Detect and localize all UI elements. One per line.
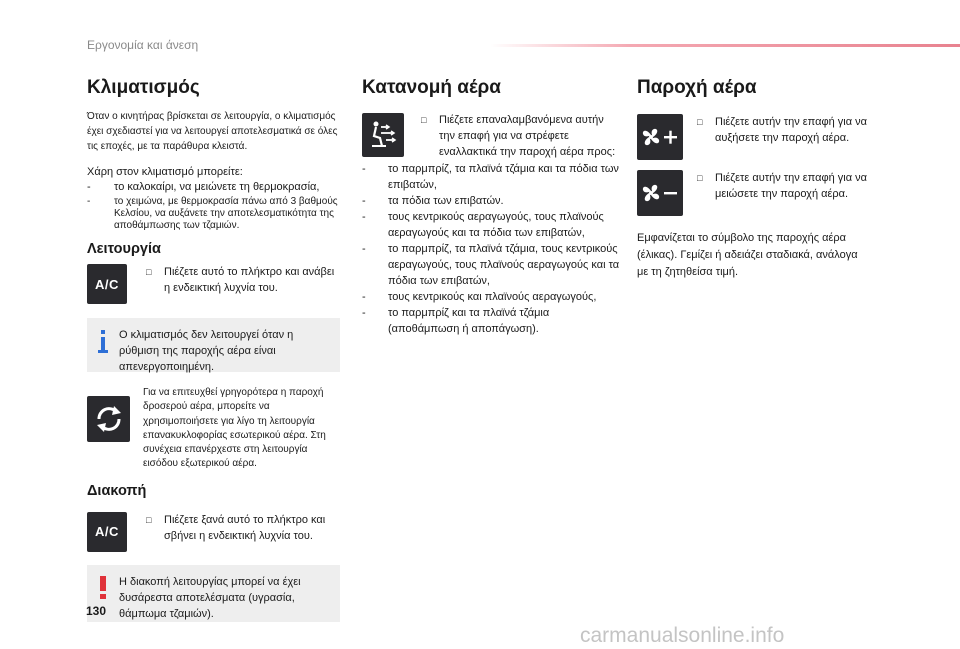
warning-note-text: Η διακοπή λειτουργίας μπορεί να έχει δυσάρεστα αποτελέσματα (υγρασία, θάμπωμα τζαμιών). bbox=[119, 575, 301, 620]
info-note bbox=[87, 318, 340, 372]
operation-text: Πιέζετε αυτό το πλήκτρο και ανάβει η ενδεικτική λυχνία του. bbox=[164, 266, 335, 294]
distribution-list bbox=[362, 161, 620, 337]
info-icon bbox=[98, 330, 108, 354]
warning-note bbox=[87, 565, 340, 622]
ac-button-icon: A/C bbox=[87, 512, 127, 552]
airflow-note: Εμφανίζεται το σύμβολο της παροχής αέρα (έλικας). Γεμίζει ή αδειάζει σταδιακά, ανάλογα με τη ζητηθείσα τιμή. bbox=[637, 232, 858, 278]
operation-text-block bbox=[146, 264, 340, 296]
stop-block bbox=[87, 512, 340, 552]
bullet-marker-icon: □ bbox=[697, 173, 703, 183]
list-item: - το καλοκαίρι, να μειώνετε τη θερμοκρασία, bbox=[87, 180, 340, 194]
climate-title: Κλιματισμός bbox=[87, 77, 200, 98]
climate-intro: Όταν ο κινητήρας βρίσκεται σε λειτουργία, ο κλιματισμός έχει σχεδιαστεί για να λειτουργεί αποτελεσματικά σε όλες τις εποχές, με τα παράθυρα κλειστά. bbox=[87, 111, 338, 152]
recirculation-block bbox=[87, 386, 340, 472]
list-item: - τους κεντρικούς αεραγωγούς, τους πλαϊνούς αεραγωγούς και τα πόδια των επιβατών, bbox=[362, 209, 620, 241]
page-number: 130 bbox=[86, 604, 107, 618]
climate-thanks: Χάρη στον κλιματισμό μπορείτε: bbox=[87, 166, 243, 178]
list-item: - τους κεντρικούς και πλαϊνούς αεραγωγούς, bbox=[362, 289, 620, 305]
airflow-increase-block bbox=[637, 114, 897, 160]
list-item: - το παρμπρίζ, τα πλαϊνά τζάμια, τους κεντρικούς αεραγωγούς, τους πλαϊνούς αεραγωγούς και τα πόδια των επιβατών, bbox=[362, 241, 620, 289]
header-accent-bar bbox=[490, 44, 960, 47]
operation-block bbox=[87, 264, 340, 304]
fan-plus-icon bbox=[637, 114, 683, 160]
distribution-column bbox=[362, 76, 620, 337]
air-distribution-icon bbox=[362, 113, 404, 157]
warning-icon bbox=[99, 576, 107, 600]
distribution-intro-block bbox=[421, 112, 620, 160]
watermark: carmanualsonline.info bbox=[580, 624, 785, 647]
airflow-title: Παροχή αέρα bbox=[637, 77, 757, 98]
stop-text: Πιέζετε ξανά αυτό το πλήκτρο και σβήνει η ενδεικτική λυχνία του. bbox=[164, 513, 326, 542]
stop-text-block bbox=[146, 512, 340, 544]
distribution-intro: Πιέζετε επαναλαμβανόμενα αυτήν την επαφή για να στρέφετε εναλλακτικά την παροχή αέρα προς: bbox=[439, 114, 616, 158]
operation-title: Λειτουργία bbox=[87, 241, 161, 257]
bullet-marker-icon: □ bbox=[697, 117, 703, 127]
list-item: - το χειμώνα, με θερμοκρασία πάνω από 3 βαθμούς Κελσίου, να αυξάνετε την αποτελεσματικότητα της αποθάμπωσης των τζαμιών. bbox=[87, 196, 340, 232]
distribution-block bbox=[362, 112, 620, 160]
recirculation-text: Για να επιτευχθεί γρηγορότερα η παροχή δροσερού αέρα, μπορείτε να χρησιμοποιήσετε για λίγο τη λειτουργία επανακυκλοφορίας εσωτερικού αέρα. Στη συνέχεια επανέρχεστε στη λειτουργία εισόδου εξωτερικού αέρα. bbox=[143, 387, 326, 470]
fan-minus-icon bbox=[637, 170, 683, 216]
airflow-decrease-block bbox=[637, 170, 897, 216]
climate-thanks-list bbox=[87, 180, 340, 232]
stop-title: Διακοπή bbox=[87, 482, 147, 499]
decrease-text: Πιέζετε αυτήν την επαφή για να μειώσετε την παροχή αέρα. bbox=[715, 172, 867, 200]
info-note-text: Ο κλιματισμός δεν λειτουργεί όταν η ρύθμιση της παροχής αέρα είναι απενεργοποιημένη. bbox=[119, 329, 294, 373]
climate-column bbox=[87, 76, 340, 622]
bullet-marker-icon: □ bbox=[146, 514, 152, 525]
bullet-marker-icon: □ bbox=[146, 267, 152, 277]
ac-button-icon: A/C bbox=[87, 264, 127, 304]
bullet-marker-icon: □ bbox=[421, 115, 427, 125]
recirculation-icon bbox=[87, 396, 130, 442]
list-item: - το παρμπρίζ, τα πλαϊνά τζάμια και τα πόδια των επιβατών, bbox=[362, 161, 620, 193]
list-item: - τα πόδια των επιβατών. bbox=[362, 193, 620, 209]
decrease-text-block bbox=[697, 170, 897, 202]
section-header: Εργονομία και άνεση bbox=[87, 38, 199, 52]
airflow-column bbox=[637, 76, 897, 281]
increase-text: Πιέζετε αυτήν την επαφή για να αυξήσετε την παροχή αέρα. bbox=[715, 116, 867, 144]
increase-text-block bbox=[697, 114, 897, 146]
distribution-title: Κατανομή αέρα bbox=[362, 77, 501, 98]
list-item: - το παρμπρίζ και τα πλαϊνά τζάμια (αποθάμπωση ή αποπάγωση). bbox=[362, 305, 620, 337]
